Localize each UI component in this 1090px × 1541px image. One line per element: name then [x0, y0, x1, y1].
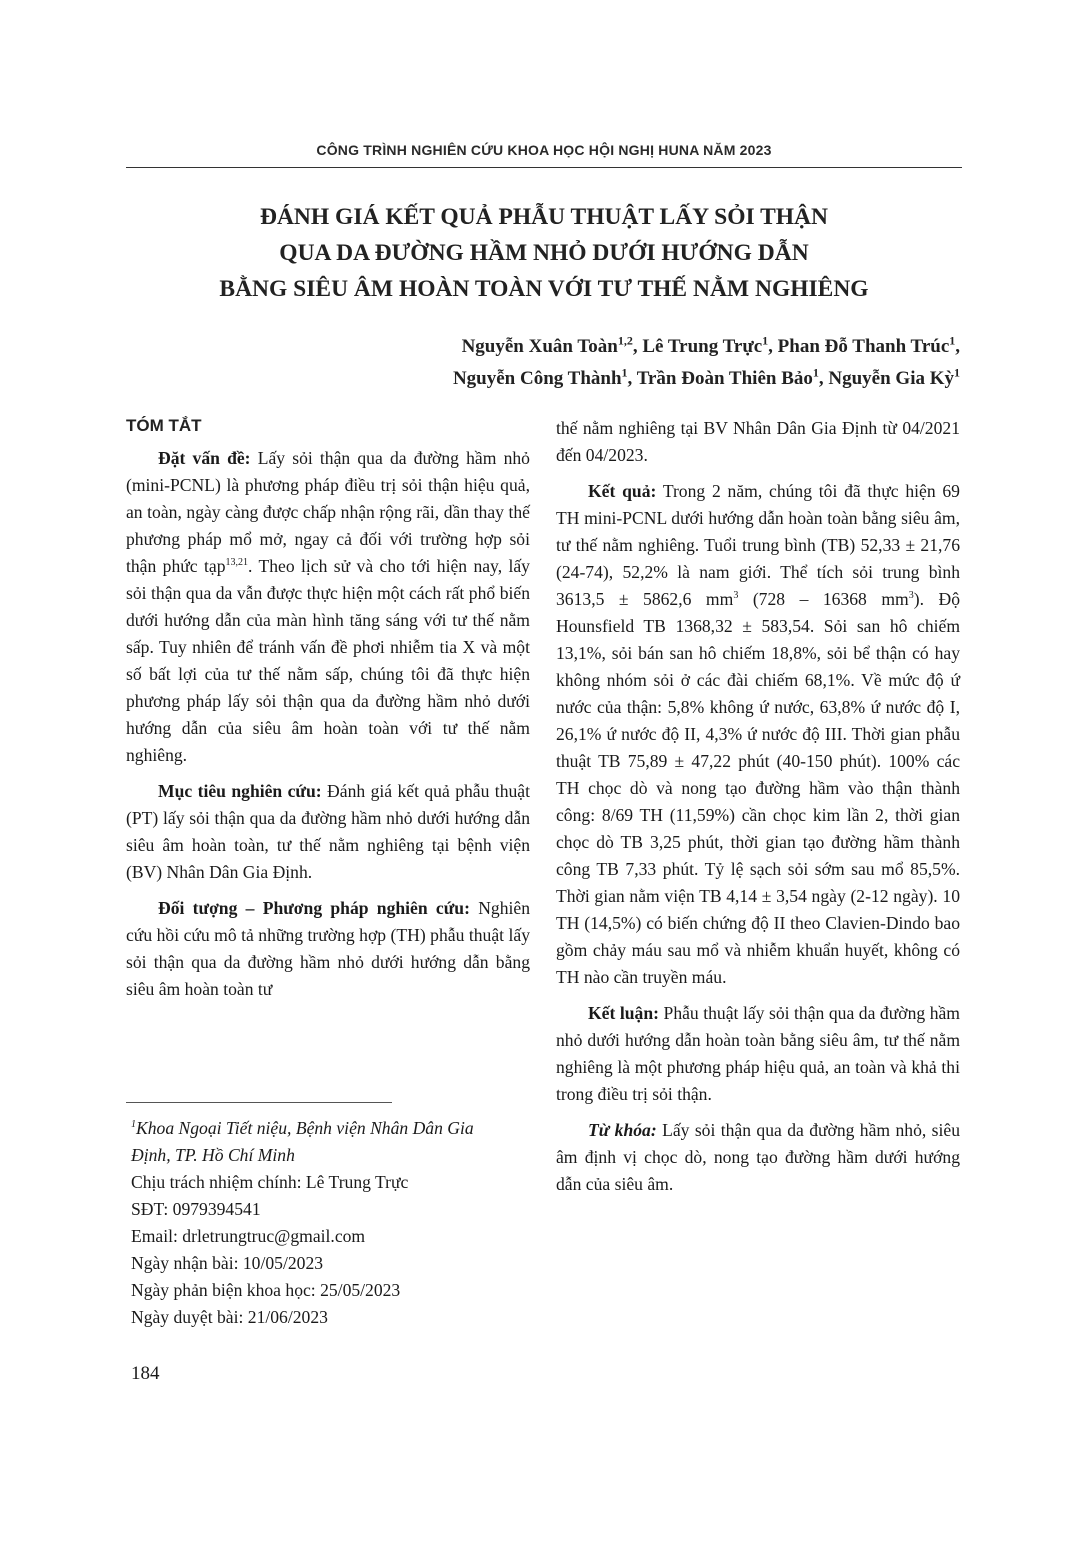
author-affiliation-sup: 1 [954, 365, 960, 380]
date-accepted: Ngày duyệt bài: 21/06/2023 [131, 1307, 328, 1327]
author-name: Nguyễn Xuân Toàn [461, 336, 618, 357]
author-affiliation-sup: 1,2 [617, 333, 633, 348]
paper-title [126, 199, 962, 307]
background-paragraph: Đặt vấn đề: Lấy sỏi thận qua da đường hầm nhỏ (mini-PCNL) là phương pháp điều trị sỏi thận hiệu quả, an toàn, ngày càng được chấp nhận rộng rãi, dần thay thế phương pháp mổ mở, ngay cả đối với trường hợp sỏi thận phức tạp$^{13,21}$. Theo lịch sử và cho tới hiện nay, lấy sỏi thận qua da vẫn được thực hiện một cách rất phổ biến dưới hướng dẫn của màn hình tăng sáng với tư thế nằm sấp. Tuy nhiên để tránh vấn đề phơi nhiễm tia X và một số bất lợi của tư thế nằm sấp, chúng tôi đã thực hiện phương pháp lấy sỏi thận qua da đường hầm nhỏ dưới hướng dẫn của siêu âm hoàn toàn với tư thế nằm nghiêng. [126, 448, 530, 765]
results-label: Kết quả: [588, 481, 657, 501]
objective-label: Mục tiêu nghiên cứu: [158, 781, 322, 801]
email-address: Email: drletrungtruc@gmail.com [131, 1226, 366, 1246]
date-received: Ngày nhận bài: 10/05/2023 [131, 1253, 324, 1273]
keywords-label: Từ khóa: [588, 1120, 657, 1140]
footnote [131, 1115, 531, 1331]
header-divider [126, 167, 962, 168]
author-name: Trần Đoàn Thiên Bảo [636, 368, 813, 389]
corresponding-author: Chịu trách nhiệm chính: Lê Trung Trực [131, 1172, 409, 1192]
footnote-divider [126, 1102, 392, 1103]
keywords-paragraph: Từ khóa: Lấy sỏi thận qua da đường hầm nhỏ, siêu âm định vị chọc dò, nong tạo đường hầm dưới hướng dẫn của siêu âm. [556, 1120, 960, 1194]
author-affiliation-sup: 1 [812, 365, 819, 380]
left-column [126, 412, 530, 1012]
methods-continuation: thế nằm nghiêng tại BV Nhân Dân Gia Định từ 04/2021 đến 04/2023. [556, 418, 960, 465]
author-name: Phan Đỗ Thanh Trúc [777, 336, 950, 357]
results-paragraph: Kết quả: Trong 2 năm, chúng tôi đã thực hiện 69 TH mini-PCNL dưới hướng dẫn hoàn toàn bằng siêu âm, tư thế nằm nghiêng. Tuổi trung bình (TB) 52,33 ± 21,76 (24-74), 52,2% là nam giới. Thể tích sỏi trung bình 3613,5 ± 5862,6 mm$^3$ (728 – 16368 mm$^3$). Độ Hounsfield TB 1368,32 ± 583,54. Sỏi san hô chiếm 13,1%, sỏi bán san hô chiếm 18,8%, sỏi bể thận có hay không nhóm sỏi ở các đài chiếm 68,1%. Về mức độ ứ nước của thận: 5,8% không ứ nước, 63,8% ứ nước độ I, 26,1% ứ nước độ II, 4,3% ứ nước độ III. Thời gian phẫu thuật TB 75,89 ± 47,22 phút (40-150 phút). 100% các TH chọc dò và nong tạo đường hầm vào thận thành công: 8/69 TH (11,59%) cần chọc kim lần 2, thời gian chọc dò TB 3,25 phút, thời gian tạo đường hầm thành công TB 7,33 phút. Tỷ lệ sạch sỏi sớm sau mổ 85,5%. Thời gian nằm viện TB 4,14 ± 3,54 ngày (2-12 ngày). 10 TH (14,5%) có biến chứng độ II theo Clavien-Dindo bao gồm chảy máu sau mổ và nhiễm khuẩn huyết, không có TH nào cần truyền máu. [556, 481, 960, 987]
affiliation-line: $^1$Khoa Ngoại Tiết niệu, Bệnh viện Nhân Dân Gia [131, 1118, 474, 1138]
author-affiliation-sup: 1 [621, 365, 628, 380]
page-number: 184 [131, 1363, 160, 1384]
author-affiliation-sup: 1 [762, 333, 769, 348]
methods-label: Đối tượng – Phương pháp nghiên cứu: [158, 898, 470, 918]
citation-ref: 13,21 [225, 557, 248, 569]
title-line-1: ĐÁNH GIÁ KẾT QUẢ PHẪU THUẬT LẤY SỎI THẬN [259, 204, 829, 230]
methods-paragraph: Đối tượng – Phương pháp nghiên cứu: Nghiên cứu hồi cứu mô tả những trường hợp (TH) phẫu thuật lấy sỏi thận qua da đường hầm nhỏ dưới hướng dẫn bằng siêu âm hoàn toàn tư [126, 898, 530, 999]
author-name: Nguyễn Công Thành [452, 368, 622, 389]
author-line-2: Nguyễn Công Thành$^1$, Trần Đoàn Thiên Bảo$^1$, Nguyễn Gia Kỳ$^1$ [452, 365, 960, 389]
abstract-heading: TÓM TẮT [126, 416, 202, 435]
phone-number: SĐT: 0979394541 [131, 1199, 261, 1219]
title-line-2: QUA DA ĐƯỜNG HẦM NHỎ DƯỚI HƯỚNG DẪN [279, 240, 809, 266]
title-line-3: BẰNG SIÊU ÂM HOÀN TOÀN VỚI TƯ THẾ NẰM NGHIÊNG [219, 276, 869, 302]
author-affiliation-sup: 1 [949, 333, 956, 348]
author-name: Lê Trung Trực [642, 336, 763, 357]
right-column [556, 415, 960, 1207]
author-name: Nguyễn Gia Kỳ [828, 368, 954, 389]
author-line-1: Nguyễn Xuân Toàn$^{1,2}$, Lê Trung Trực$^1$, Phan Đỗ Thanh Trúc$^1$, [461, 333, 960, 357]
objective-paragraph: Mục tiêu nghiên cứu: Đánh giá kết quả phẫu thuật (PT) lấy sỏi thận qua da đường hầm nhỏ dưới hướng dẫn siêu âm hoàn toàn, tư thế nằm nghiêng tại bệnh viện (BV) Nhân Dân Gia Định. [126, 781, 530, 882]
running-head: CÔNG TRÌNH NGHIÊN CỨU KHOA HỌC HỘI NGHỊ HUNA NĂM 2023 [316, 142, 772, 158]
conclusion-paragraph: Kết luận: Phẫu thuật lấy sỏi thận qua da đường hầm nhỏ dưới hướng dẫn hoàn toàn bằng siêu âm, tư thế nằm nghiêng là một phương pháp hiệu quả, an toàn và khả thi trong điều trị sỏi thận. [556, 1003, 960, 1104]
affiliation-line: Định, TP. Hồ Chí Minh [131, 1145, 295, 1165]
author-list [453, 331, 960, 395]
conclusion-label: Kết luận: [588, 1003, 659, 1023]
background-label: Đặt vấn đề: [158, 448, 251, 468]
date-reviewed: Ngày phản biện khoa học: 25/05/2023 [131, 1280, 401, 1300]
